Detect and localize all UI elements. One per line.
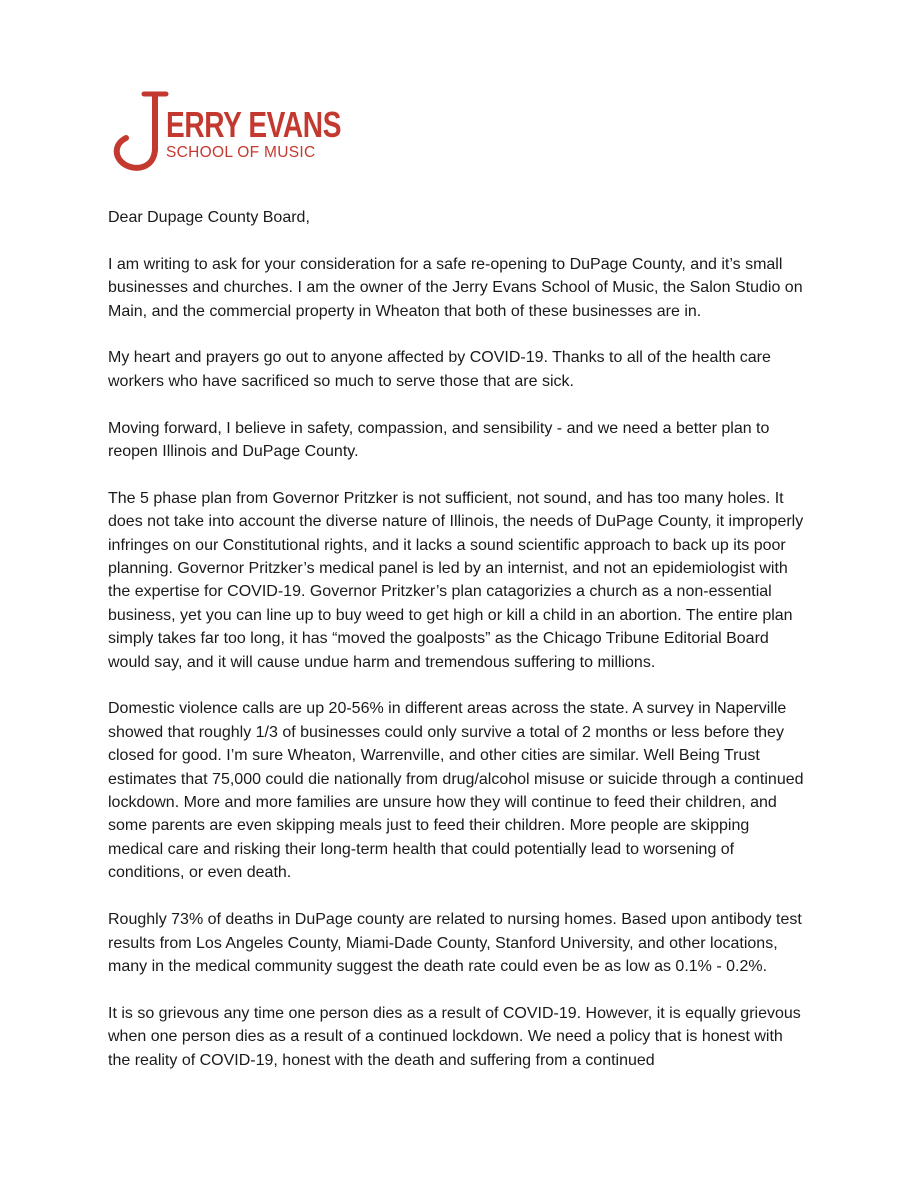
paragraph-impacts: Domestic violence calls are up 20-56% in different areas across the state. A survey in Naperville showed that roughly 1/3 of businesses could only survive a total of 2 months or less before they closed for good. I’m sure Wheaton, Warrenville, and other cities are similar. Well Being Trust estimates that 75,000 could die nationally from drug/alcohol misuse or suicide through a continued lockdown. More and more families are unsure how they will continue to feed their children, and some parents are even skipping meals just to feed their children. More people are skipping medical care and risking their long-term health that could potentially lead to worsening of conditions, or even death.	[108, 700, 804, 882]
paragraph-moving-forward: Moving forward, I believe in safety, compassion, and sensibility - and we need a better plan to reopen Illinois and DuPage County.	[108, 419, 770, 461]
salutation: Dear Dupage County Board,	[108, 209, 310, 226]
logo-title: ERRY EVANS	[166, 104, 342, 145]
school-logo	[108, 90, 342, 174]
letter-body	[108, 206, 808, 1095]
paragraph-grievous: It is so grievous any time one person dies as a result of COVID-19. However, it is equally grievous when one person dies as a result of a continued lockdown. We need a policy that is honest with the reality of COVID-19, honest with the death and suffering from a continued	[108, 1004, 801, 1069]
paragraph-phase-plan: The 5 phase plan from Governor Pritzker is not sufficient, not sound, and has too many holes. It does not take into account the diverse nature of Illinois, the needs of DuPage County, it improperly infringes on our Constitutional rights, and it lacks a sound scientific approach to back up its poor planning. Governor Pritzker’s medical panel is led by an internist, and not an epidemiologist with the expertise for COVID-19. Governor Pritzker’s plan catagorizies a church as a non-essential business, yet you can line up to buy weed to get high or kill a child in an abortion. The entire plan simply takes far too long, it has “moved the goalposts” as the Chicago Tribune Editorial Board would say, and it will cause undue harm and tremendous suffering to millions.	[108, 489, 804, 671]
logo-subtitle: SCHOOL OF MUSIC	[166, 144, 316, 161]
paragraph-sympathy: My heart and prayers go out to anyone affected by COVID-19. Thanks to all of the health care workers who have sacrificed so much to serve those that are sick.	[108, 349, 771, 390]
paragraph-intro: I am writing to ask for your consideration for a safe re-opening to DuPage County, and it’s small businesses and churches. I am the owner of the Jerry Evans School of Music, the Salon Studio on Main, and the commercial property in Wheaton that both of these businesses are in.	[108, 255, 803, 320]
paragraph-statistics: Roughly 73% of deaths in DuPage county are related to nursing homes. Based upon antibody test results from Los Angeles County, Miami-Dade County, Stanford University, and other locations, many in the medical community suggest the death rate could even be as low as 0.1% - 0.2%.	[108, 911, 802, 975]
